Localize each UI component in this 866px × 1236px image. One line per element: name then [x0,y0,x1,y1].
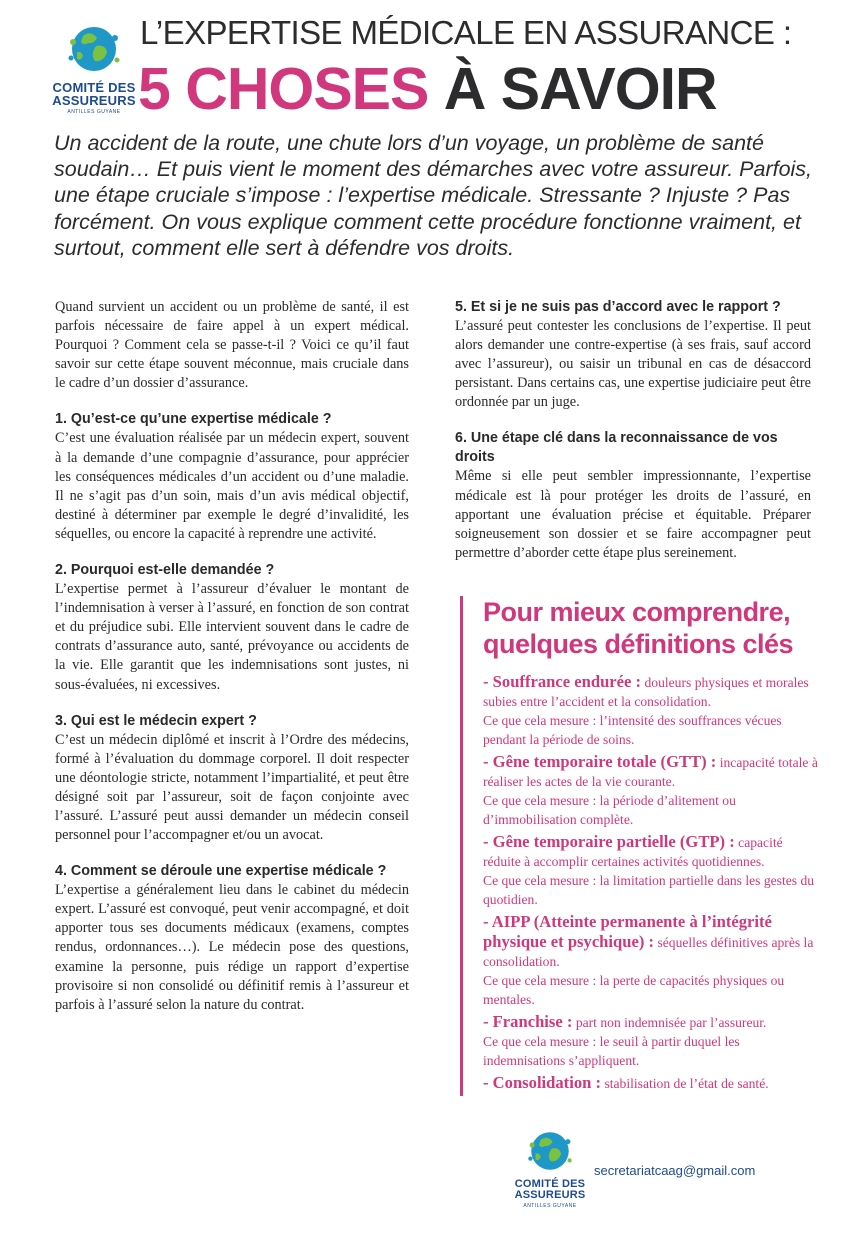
logo-subtitle: ANTILLES GUYANE [523,1203,577,1209]
left-column [55,298,409,1015]
definition-desc: capacité réduite à accomplir certaines activités quotidiennes. [483,835,783,869]
section-4-title: 4. Comment se déroule une expertise médicale ? [55,863,387,880]
section-1-body: C’est une évaluation réalisée par un médecin expert, souvent à la demande d’une compagnie d’assurance, pour apprécier les conséquences médicales d’un accident ou d’une maladie. Il ne s’agit pas d’un soin, mais d’un avis médical objectif, destiné à déterminer par exemple le degré d’invalidité, les séquelles, ou encore la capacité à reprendre une activité. [55,430,409,542]
opening-paragraph: Quand survient un accident ou un problème de santé, il est parfois nécessaire de faire appel à un expert médical. Pourquoi ? Comment cela se passe-t-il ? Voici ce qu’il faut savoir sur cette étape souvent méconnue, mais cruciale dans le cadre d’un dossier d’assurance. [55,299,409,392]
definition-measure: Ce que cela mesure : l’intensité des souffrances vécues pendant la période de soins. [483,713,782,747]
definition-term: - AIPP (Atteinte permanente à l’intégrité physique et psychique) : [483,912,772,951]
globe-icon [523,1128,577,1174]
definition-measure: Ce que cela mesure : la perte de capacités physiques ou mentales. [483,973,785,1007]
section-5-body: L’assuré peut contester les conclusions de l’expertise. Il peut alors demander une contre-expertise (à ses frais, sauf accord avec l’assureur), ou saisir un tribunal en cas de désaccord persistant. Dans certains cas, une expertise judiciaire peut être ordonnée par un juge. [455,318,811,411]
globe-icon [63,22,125,76]
section-3-body: C’est un médecin diplômé et inscrit à l’Ordre des médecins, formé à l’évaluation du dommage corporel. Il doit respecter une déontologie stricte, notamment l’impartialité, et peut être désigné soit par l’assureur, soit de façon conjointe avec l’assuré. L’assuré peut aussi demander un médecin conseil personnel pour l’accompagner et/ou un avocat. [55,731,409,844]
definition-desc: incapacité totale à réaliser les actes de la vie courante. [483,755,818,789]
logo-subtitle: ANTILLES GUYANE [67,109,121,115]
definition-measure: Ce que cela mesure : la période d’alitement ou d’immobilisation complète. [483,793,736,827]
definitions-heading-line2: quelques définitions clés [483,629,794,659]
definition-term: - Gêne temporaire totale (GTT) : [483,752,717,771]
definition-term: - Gêne temporaire partielle (GTP) : [483,832,735,851]
definition-term: - Consolidation : [483,1073,602,1092]
definition-item [483,1012,820,1070]
definitions-heading [483,596,820,660]
logo-name-line2: ASSUREURS [514,1189,586,1201]
definitions-box [460,596,820,1096]
section-1-title: 1. Qu’est-ce qu’une expertise médicale ? [55,411,332,428]
title-dark: À SAVOIR [443,56,717,122]
logo-name-line1: COMITÉ DES [514,1178,586,1190]
section-6-body: Même si elle peut sembler impressionnante, l’expertise médicale est là pour protéger les droits de l’assuré, en apportant une évaluation précise et équitable. Préparer soigneusement son dossier et se faire accompagner peut permettre d’aborder cette étape plus sereinement. [455,468,811,561]
definition-item [483,832,820,909]
definition-item [483,912,820,1009]
definition-desc: douleurs physiques et morales subies entre l’accident et la consolidation. [483,675,809,709]
intro-paragraph: Un accident de la route, une chute lors d’un voyage, un problème de santé soudain… Et puis vient le moment des démarches avec votre assureur. Parfois, une étape cruciale s’impose : l’expertise médicale. Stressante ? Injuste ? Pas forcément. On vous explique comment cette procédure fonctionne vraiment, et surtout, comment elle sert à défendre vos droits. [54,131,813,260]
logo-top [46,22,142,115]
logo-name-line2: ASSUREURS [52,93,136,108]
definition-term: - Franchise : [483,1012,573,1031]
title-line2 [138,54,717,124]
definition-desc: séquelles définitives après la consolidation. [483,935,814,969]
logo-name-line1: COMITÉ DES [52,80,136,95]
section-4-body: L’expertise a généralement lieu dans le cabinet du médecin expert. L’assuré est convoqué, peut venir accompagné, et doit apporter tous ses documents médicaux (examens, comptes rendus, ordonnances…). Le médecin pose des questions, examine la personne, puis rédige un rapport d’expertise provisoire si non consolidé ou définitif remis à l’assureur et parfois à l’assuré selon la nature du contrat. [55,882,409,1013]
definition-item [483,1073,820,1093]
title-line1: L’EXPERTISE MÉDICALE EN ASSURANCE : [140,14,792,51]
definition-desc: part non indemnisée par l’assureur. [575,1015,767,1030]
definition-measure: Ce que cela mesure : le seuil à partir duquel les indemnisations s’appliquent. [483,1034,740,1068]
section-3-title: 3. Qui est le médecin expert ? [55,712,257,729]
section-2-title: 2. Pourquoi est-elle demandée ? [55,562,275,579]
definition-measure: Ce que cela mesure : la limitation partielle dans les gestes du quotidien. [483,873,815,907]
definition-item [483,672,820,749]
title-pink: 5 CHOSES [138,56,429,122]
right-column [455,298,811,563]
definitions-heading-line1: Pour mieux comprendre, [483,597,791,627]
contact-email-link[interactable]: secretariatcaag@gmail.com [594,1163,756,1178]
definition-item [483,752,820,829]
logo-bottom [508,1128,592,1209]
definition-term: - Souffrance endurée : [483,672,642,691]
definition-desc: stabilisation de l’état de santé. [604,1076,769,1091]
section-5-title: 5. Et si je ne suis pas d’accord avec le rapport ? [455,299,781,315]
section-2-body: L’expertise permet à l’assureur d’évaluer le montant de l’indemnisation à verser à l’assuré, en fonction de son contrat et du préjudice subi. Elle intervient souvent dans le cadre de contrats d’assurance auto, santé, prévoyance ou accidents de la vie. Elle garantit que les indemnisations sont justes, ni sous-évaluées, ni excessives. [55,581,409,693]
section-6-title: 6. Une étape clé dans la reconnaissance de vos droits [455,430,778,466]
